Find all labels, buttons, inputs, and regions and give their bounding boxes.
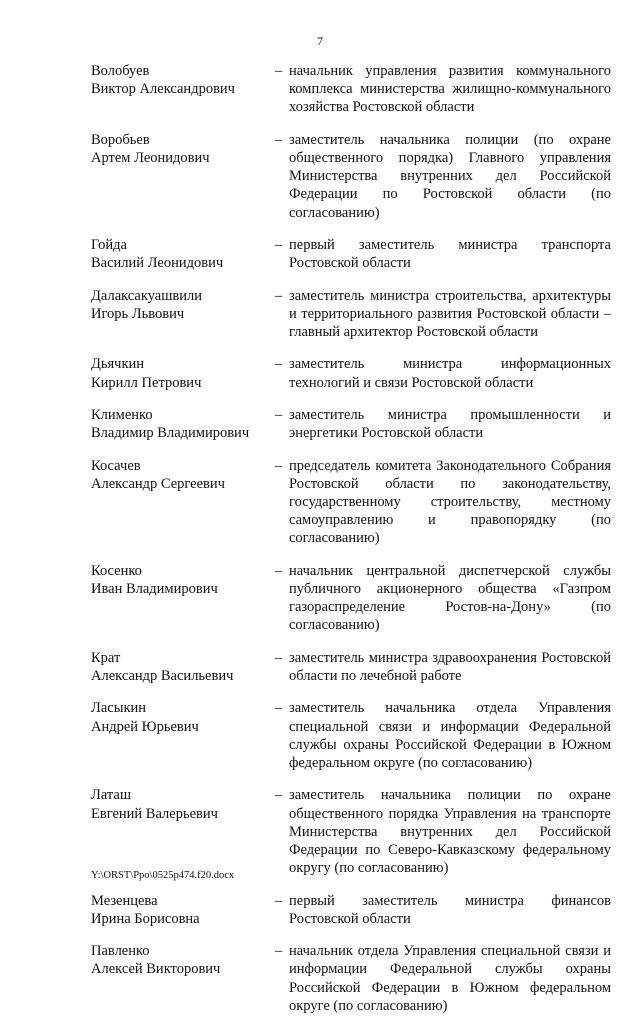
member-surname: Воробьев (91, 131, 150, 148)
member-surname: Гойда (91, 237, 127, 253)
member-person (91, 562, 271, 635)
member-entry (91, 406, 611, 442)
member-person (91, 699, 271, 772)
member-surname: Клименко (91, 406, 153, 423)
member-given-names: Василий Леонидович (91, 255, 224, 272)
member-entry (91, 236, 611, 272)
member-surname: Дьячкин (91, 356, 145, 373)
member-given-names: Артем Леонидович (91, 150, 210, 166)
member-person (91, 131, 271, 222)
separator-dash: – (275, 562, 283, 579)
member-person (91, 406, 271, 442)
member-surname: Косачев (91, 457, 141, 474)
member-surname: Ласыкин (91, 700, 147, 717)
member-person (91, 649, 271, 685)
member-person (91, 355, 271, 391)
separator-dash: – (275, 787, 283, 804)
separator-dash: – (275, 287, 283, 304)
member-person (91, 287, 271, 342)
member-role: заместитель министра информационных технологий и связи Ростовской области (289, 356, 611, 391)
member-entry (91, 942, 611, 1015)
member-person (91, 942, 271, 1015)
member-person (91, 786, 271, 877)
member-entry (91, 287, 611, 342)
page-number: 7 (317, 34, 323, 48)
member-list (91, 62, 611, 1029)
separator-dash: – (275, 237, 283, 253)
file-path-footer: Y:\ORST\Ppo\0525p474.f20.docx (91, 870, 235, 881)
member-person (91, 236, 271, 272)
member-person (91, 62, 271, 117)
member-entry (91, 457, 611, 548)
member-surname: Павленко (91, 943, 150, 960)
member-role: первый заместитель министра транспорта Ростовской области (289, 237, 611, 272)
separator-dash: – (275, 356, 283, 373)
member-entry (91, 131, 611, 222)
member-role: заместитель начальника полиции по охране общественного порядка Управления на транспорте Министерства внутренних дел Российской Федерации по Северо-Кавказскому федеральному округу (по согласованию) (289, 787, 611, 877)
separator-dash: – (275, 457, 283, 474)
member-given-names: Ирина Борисовна (91, 910, 200, 927)
member-surname: Крат (91, 649, 121, 666)
member-given-names: Андрей Юрьевич (91, 718, 199, 735)
member-role: первый заместитель министра финансов Ростовской области (289, 892, 611, 927)
separator-dash: – (275, 63, 283, 79)
member-entry (91, 892, 611, 928)
member-surname: Латаш (91, 787, 132, 804)
member-given-names: Александр Васильевич (91, 667, 234, 684)
member-role: заместитель министра промышленности и энергетики Ростовской области (289, 406, 611, 442)
member-role: председатель комитета Законодательного Собрания Ростовской области по законодательству, государственному строительству, местному самоуправлению и правопорядку (по согласованию) (289, 457, 611, 547)
separator-dash: – (275, 131, 283, 148)
member-given-names: Александр Сергеевич (91, 475, 225, 492)
member-surname: Мезенцева (91, 892, 158, 909)
member-entry (91, 562, 611, 635)
member-role: начальник управления развития коммунального комплекса министерства жилищно-коммунального хозяйства Ростовской области (289, 63, 611, 116)
member-surname: Косенко (91, 562, 142, 579)
separator-dash: – (275, 700, 283, 717)
member-role: начальник отдела Управления специальной связи и информации Федеральной службы охраны Российской Федерации в Южном федеральном округе (по согласованию) (289, 943, 611, 1014)
member-role: заместитель начальника отдела Управления специальной связи и информации Федеральной службы охраны Российской Федерации в Южном федеральном округе (по согласованию) (289, 700, 611, 771)
member-entry (91, 699, 611, 772)
member-entry (91, 355, 611, 391)
member-given-names: Иван Владимирович (91, 580, 218, 597)
member-given-names: Евгений Валерьевич (91, 805, 218, 822)
member-role: заместитель министра строительства, архитектуры и территориального развития Ростовской области – главный архитектор Ростовской области (289, 287, 611, 340)
member-surname: Далаксакуашвили (91, 287, 202, 304)
separator-dash: – (275, 406, 283, 423)
member-entry (91, 786, 611, 877)
member-person (91, 892, 271, 928)
member-given-names: Кирилл Петрович (91, 374, 202, 391)
member-role: заместитель министра здравоохранения Ростовской области по лечебной работе (289, 649, 611, 684)
member-given-names: Алексей Викторович (91, 961, 221, 978)
separator-dash: – (275, 892, 283, 909)
member-person (91, 457, 271, 548)
member-surname: Волобуев (91, 63, 150, 79)
separator-dash: – (275, 649, 283, 666)
member-given-names: Владимир Владимирович (91, 425, 250, 442)
member-given-names: Виктор Александрович (91, 81, 235, 98)
member-role: начальник центральной диспетчерской службы публичного акционерного общества «Газпром газораспределение Ростов-на-Дону» (по согласованию) (289, 562, 611, 634)
member-given-names: Игорь Львович (91, 305, 185, 322)
member-role: заместитель начальника полиции (по охране общественного порядка) Главного управления Министерства внутренних дел Российской Федерации по Ростовской области (по согласованию) (289, 131, 611, 221)
member-entry (91, 62, 611, 117)
separator-dash: – (275, 943, 283, 960)
member-entry (91, 649, 611, 685)
